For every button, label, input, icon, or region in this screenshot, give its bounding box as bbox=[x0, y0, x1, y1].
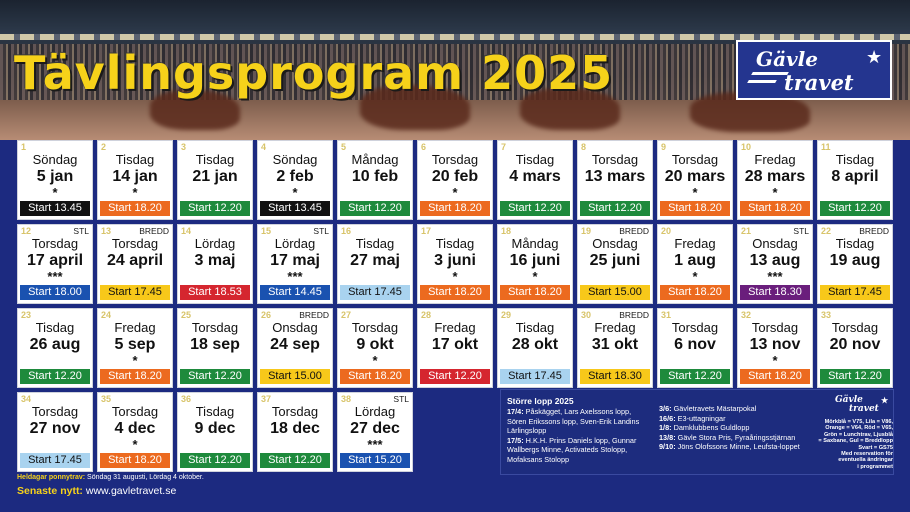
race-number: 25 bbox=[181, 310, 192, 320]
major-races-heading: Större lopp 2025 bbox=[507, 396, 574, 406]
race-stars: * bbox=[772, 353, 778, 368]
race-number: 12 bbox=[21, 226, 32, 236]
race-date: 5 sep bbox=[114, 336, 156, 353]
start-time-badge: Start 17.45 bbox=[500, 369, 570, 384]
race-date: 28 okt bbox=[511, 336, 559, 353]
race-date: 17 maj bbox=[270, 252, 320, 269]
race-date: 20 nov bbox=[829, 336, 881, 353]
race-weekday: Torsdag bbox=[271, 404, 319, 419]
race-date: 5 jan bbox=[36, 168, 74, 185]
race-weekday: Torsdag bbox=[31, 404, 79, 419]
race-date: 4 mars bbox=[509, 168, 561, 185]
race-number: 5 bbox=[341, 142, 347, 152]
race-card bbox=[177, 140, 253, 220]
race-stars: *** bbox=[287, 269, 303, 284]
race-weekday: Torsdag bbox=[751, 320, 799, 335]
start-time-badge: Start 14.45 bbox=[260, 285, 330, 300]
website-link[interactable]: www.gavletravet.se bbox=[82, 485, 177, 497]
race-date: 4 dec bbox=[114, 420, 156, 437]
race-card bbox=[97, 140, 173, 220]
race-number: 27 bbox=[341, 310, 352, 320]
legend-line: Med reservation för bbox=[841, 451, 893, 458]
race-number: 28 bbox=[421, 310, 432, 320]
race-number: 4 bbox=[261, 142, 267, 152]
race-card bbox=[817, 140, 893, 220]
race-number: 20 bbox=[661, 226, 672, 236]
race-weekday: Torsdag bbox=[111, 404, 159, 419]
race-card bbox=[177, 224, 253, 304]
race-weekday: Tisdag bbox=[195, 152, 235, 167]
race-date: 6 nov bbox=[674, 336, 716, 353]
race-stars: * bbox=[692, 185, 698, 200]
race-tag: BREDD bbox=[139, 226, 169, 236]
race-tag: STL bbox=[73, 226, 89, 236]
star-icon: ★ bbox=[866, 47, 883, 67]
start-time-badge: Start 17.45 bbox=[340, 285, 410, 300]
race-stars: * bbox=[772, 185, 778, 200]
major-race-entry: 17/4: Påskägget, Lars Axelssons lopp, Sören Erikssons lopp, Sven-Erik Landins Lärlingslopp bbox=[507, 407, 640, 436]
race-weekday: Söndag bbox=[272, 152, 318, 167]
race-stars: * bbox=[692, 269, 698, 284]
race-date: 20 feb bbox=[431, 168, 479, 185]
logo-text-line1: Gävle bbox=[756, 47, 818, 71]
race-number: 34 bbox=[21, 394, 32, 404]
race-number: 29 bbox=[501, 310, 512, 320]
start-time-badge: Start 18.20 bbox=[740, 201, 810, 216]
race-card bbox=[17, 308, 93, 388]
race-number: 11 bbox=[821, 142, 831, 152]
race-card bbox=[737, 140, 813, 220]
logo-swoosh bbox=[747, 80, 777, 83]
race-card bbox=[657, 140, 733, 220]
race-date: 20 mars bbox=[664, 168, 726, 185]
race-number: 30 bbox=[581, 310, 592, 320]
major-race-entry: 9/10: Jöns Olofssons Minne, Leufsta-loppet bbox=[659, 442, 800, 452]
race-card bbox=[737, 224, 813, 304]
legend-line: i programmet bbox=[857, 463, 893, 470]
race-number: 10 bbox=[741, 142, 752, 152]
start-time-badge: Start 12.20 bbox=[660, 369, 730, 384]
race-number: 2 bbox=[101, 142, 107, 152]
race-weekday: Tisdag bbox=[355, 236, 395, 251]
race-date: 28 mars bbox=[744, 168, 806, 185]
race-card bbox=[577, 224, 653, 304]
race-weekday: Torsdag bbox=[191, 320, 239, 335]
major-race-entry: 13/8: Gävle Stora Pris, Fyraåringsstjärnan bbox=[659, 432, 796, 442]
start-time-badge: Start 18.00 bbox=[20, 285, 90, 300]
race-number: 33 bbox=[821, 310, 832, 320]
race-stars: * bbox=[532, 269, 538, 284]
race-card bbox=[577, 308, 653, 388]
race-date: 3 maj bbox=[194, 252, 236, 269]
gavletravet-logo[interactable] bbox=[736, 40, 892, 100]
race-stars: * bbox=[452, 269, 458, 284]
start-time-badge: Start 15.00 bbox=[580, 285, 650, 300]
page-title: Tävlingsprogram 2025 bbox=[14, 46, 614, 100]
grandstand-roof bbox=[0, 0, 910, 34]
race-stars: * bbox=[452, 185, 458, 200]
race-number: 19 bbox=[581, 226, 592, 236]
major-race-entry: 16/6: E3-uttagningar bbox=[659, 413, 726, 423]
race-weekday: Tisdag bbox=[195, 404, 235, 419]
race-weekday: Måndag bbox=[511, 236, 559, 251]
major-races-col2 bbox=[659, 404, 809, 452]
legend-line: Orange = V64, Röd = V65, bbox=[825, 425, 893, 432]
legend-line: Svart = GS75 bbox=[858, 444, 893, 451]
race-date: 10 feb bbox=[351, 168, 399, 185]
race-weekday: Torsdag bbox=[31, 236, 79, 251]
race-weekday: Tisdag bbox=[835, 236, 875, 251]
race-tag: BREDD bbox=[859, 226, 889, 236]
race-card bbox=[497, 224, 573, 304]
race-date: 26 aug bbox=[29, 336, 81, 353]
race-tag: STL bbox=[313, 226, 329, 236]
race-number: 32 bbox=[741, 310, 752, 320]
start-time-badge: Start 12.20 bbox=[180, 369, 250, 384]
race-stars: * bbox=[132, 353, 138, 368]
logo-text-line2: travet bbox=[784, 70, 854, 95]
race-weekday: Fredag bbox=[754, 152, 796, 167]
start-time-badge: Start 18.20 bbox=[740, 369, 810, 384]
race-number: 17 bbox=[421, 226, 432, 236]
race-weekday: Tisdag bbox=[835, 152, 875, 167]
race-date: 14 jan bbox=[112, 168, 158, 185]
race-tag: STL bbox=[393, 394, 409, 404]
race-number: 15 bbox=[261, 226, 272, 236]
start-time-badge: Start 18.20 bbox=[660, 201, 730, 216]
race-tag: BREDD bbox=[619, 226, 649, 236]
race-card bbox=[97, 224, 173, 304]
race-number: 18 bbox=[501, 226, 512, 236]
race-number: 24 bbox=[101, 310, 112, 320]
race-card bbox=[417, 224, 493, 304]
race-date: 13 aug bbox=[749, 252, 801, 269]
race-number: 23 bbox=[21, 310, 32, 320]
race-card bbox=[417, 308, 493, 388]
start-time-badge: Start 18.20 bbox=[340, 369, 410, 384]
race-card bbox=[177, 392, 253, 472]
race-stars: *** bbox=[47, 269, 63, 284]
legend-line: eventuella ändringar bbox=[838, 457, 893, 464]
race-weekday: Onsdag bbox=[752, 236, 798, 251]
start-time-badge: Start 18.20 bbox=[660, 285, 730, 300]
race-card bbox=[257, 140, 333, 220]
start-time-badge: Start 12.20 bbox=[340, 201, 410, 216]
race-weekday: Fredag bbox=[434, 320, 476, 335]
race-stars: * bbox=[132, 437, 138, 452]
race-number: 26 bbox=[261, 310, 272, 320]
start-time-badge: Start 18.53 bbox=[180, 285, 250, 300]
latest-news: Senaste nytt: www.gavletravet.se bbox=[17, 485, 177, 497]
major-race-entry: 3/6: Gävletravets Mästarpokal bbox=[659, 404, 757, 413]
race-card bbox=[337, 224, 413, 304]
race-number: 35 bbox=[101, 394, 112, 404]
race-weekday: Torsdag bbox=[591, 152, 639, 167]
race-date: 21 jan bbox=[192, 168, 238, 185]
race-weekday: Torsdag bbox=[111, 236, 159, 251]
race-date: 19 aug bbox=[829, 252, 881, 269]
race-card bbox=[17, 392, 93, 472]
race-card bbox=[337, 392, 413, 472]
race-weekday: Torsdag bbox=[351, 320, 399, 335]
race-card bbox=[17, 224, 93, 304]
start-time-badge: Start 13.45 bbox=[20, 201, 90, 216]
start-time-badge: Start 12.20 bbox=[180, 201, 250, 216]
race-weekday: Tisdag bbox=[515, 152, 555, 167]
race-number: 13 bbox=[101, 226, 112, 236]
race-number: 9 bbox=[661, 142, 667, 152]
color-legend bbox=[813, 419, 893, 470]
race-date: 3 juni bbox=[434, 252, 476, 269]
race-weekday: Lördag bbox=[274, 236, 316, 251]
race-weekday: Torsdag bbox=[431, 152, 479, 167]
race-number: 3 bbox=[181, 142, 187, 152]
gavletravet-logo-small: Gävle travet ★ bbox=[835, 395, 889, 414]
race-tag: BREDD bbox=[619, 310, 649, 320]
race-card bbox=[97, 308, 173, 388]
race-date: 18 sep bbox=[190, 336, 240, 353]
race-weekday: Tisdag bbox=[115, 152, 155, 167]
start-time-badge: Start 18.20 bbox=[100, 369, 170, 384]
race-number: 1 bbox=[21, 142, 27, 152]
start-time-badge: Start 13.45 bbox=[260, 201, 330, 216]
race-weekday: Fredag bbox=[594, 320, 636, 335]
race-card bbox=[177, 308, 253, 388]
race-card bbox=[497, 140, 573, 220]
major-races-col1 bbox=[507, 407, 647, 465]
race-date: 17 okt bbox=[431, 336, 479, 353]
start-time-badge: Start 12.20 bbox=[500, 201, 570, 216]
race-weekday: Tisdag bbox=[35, 320, 75, 335]
race-number: 38 bbox=[341, 394, 352, 404]
race-date: 27 maj bbox=[350, 252, 400, 269]
start-time-badge: Start 12.20 bbox=[820, 369, 890, 384]
race-stars: * bbox=[52, 185, 58, 200]
race-date: 9 okt bbox=[356, 336, 394, 353]
race-weekday: Torsdag bbox=[671, 152, 719, 167]
race-number: 7 bbox=[501, 142, 507, 152]
race-weekday: Fredag bbox=[114, 320, 156, 335]
race-date: 2 feb bbox=[276, 168, 314, 185]
start-time-badge: Start 18.20 bbox=[420, 285, 490, 300]
race-card bbox=[257, 224, 333, 304]
race-date: 31 okt bbox=[591, 336, 639, 353]
race-card bbox=[817, 224, 893, 304]
race-date: 9 dec bbox=[194, 420, 236, 437]
race-card bbox=[97, 392, 173, 472]
race-number: 16 bbox=[341, 226, 352, 236]
legend-line: Mörkblå = V75, Lila = V86, bbox=[824, 419, 893, 425]
race-card bbox=[337, 308, 413, 388]
start-time-badge: Start 12.20 bbox=[580, 201, 650, 216]
race-date: 27 nov bbox=[29, 420, 81, 437]
race-date: 24 sep bbox=[270, 336, 320, 353]
start-time-badge: Start 12.20 bbox=[820, 201, 890, 216]
race-card bbox=[417, 140, 493, 220]
race-date: 24 april bbox=[106, 252, 164, 269]
race-stars: * bbox=[372, 353, 378, 368]
race-number: 14 bbox=[181, 226, 192, 236]
start-time-badge: Start 12.20 bbox=[260, 453, 330, 468]
race-weekday: Onsdag bbox=[272, 320, 318, 335]
race-date: 18 dec bbox=[270, 420, 320, 437]
start-time-badge: Start 12.20 bbox=[20, 369, 90, 384]
race-card bbox=[657, 224, 733, 304]
start-time-badge: Start 12.20 bbox=[180, 453, 250, 468]
race-weekday: Söndag bbox=[32, 152, 78, 167]
race-date: 25 juni bbox=[589, 252, 641, 269]
start-time-badge: Start 17.45 bbox=[820, 285, 890, 300]
race-number: 22 bbox=[821, 226, 832, 236]
race-card bbox=[737, 308, 813, 388]
legend-line: = Saxbane, Gul = Breddlopp bbox=[818, 438, 893, 445]
race-card bbox=[17, 140, 93, 220]
race-card bbox=[657, 308, 733, 388]
start-time-badge: Start 15.20 bbox=[340, 453, 410, 468]
race-date: 17 april bbox=[26, 252, 84, 269]
race-number: 8 bbox=[581, 142, 587, 152]
race-stars: * bbox=[132, 185, 138, 200]
start-time-badge: Start 17.45 bbox=[20, 453, 90, 468]
race-card bbox=[497, 308, 573, 388]
race-number: 36 bbox=[181, 394, 192, 404]
race-number: 6 bbox=[421, 142, 427, 152]
race-weekday: Onsdag bbox=[592, 236, 638, 251]
race-tag: BREDD bbox=[299, 310, 329, 320]
race-weekday: Tisdag bbox=[515, 320, 555, 335]
race-card bbox=[577, 140, 653, 220]
race-date: 13 nov bbox=[749, 336, 801, 353]
race-number: 21 bbox=[741, 226, 752, 236]
start-time-badge: Start 18.30 bbox=[740, 285, 810, 300]
race-weekday: Lördag bbox=[354, 404, 396, 419]
race-number: 37 bbox=[261, 394, 272, 404]
race-weekday: Måndag bbox=[351, 152, 399, 167]
race-stars: *** bbox=[367, 437, 383, 452]
race-number: 31 bbox=[661, 310, 672, 320]
race-weekday: Tisdag bbox=[435, 236, 475, 251]
race-weekday: Lördag bbox=[194, 236, 236, 251]
race-date: 16 juni bbox=[509, 252, 561, 269]
race-tag: STL bbox=[793, 226, 809, 236]
start-time-badge: Start 18.20 bbox=[500, 285, 570, 300]
start-time-badge: Start 15.00 bbox=[260, 369, 330, 384]
major-races-box bbox=[500, 389, 894, 475]
race-date: 13 mars bbox=[584, 168, 646, 185]
major-race-entry: 1/8: Damklubbens Guldlopp bbox=[659, 423, 750, 433]
race-card bbox=[817, 308, 893, 388]
race-weekday: Torsdag bbox=[671, 320, 719, 335]
pony-days-note: Heldagar ponnytrav: Söndag 31 augusti, Lördag 4 oktober. bbox=[17, 474, 204, 481]
start-time-badge: Start 17.45 bbox=[100, 285, 170, 300]
race-stars: *** bbox=[767, 269, 783, 284]
start-time-badge: Start 18.30 bbox=[580, 369, 650, 384]
legend-line: Grön = Lunchtrav, Ljusblå bbox=[823, 431, 893, 438]
start-time-badge: Start 18.20 bbox=[420, 201, 490, 216]
start-time-badge: Start 18.20 bbox=[100, 453, 170, 468]
race-date: 1 aug bbox=[674, 252, 716, 269]
race-weekday: Fredag bbox=[674, 236, 716, 251]
race-card bbox=[337, 140, 413, 220]
race-card bbox=[257, 308, 333, 388]
race-weekday: Torsdag bbox=[831, 320, 879, 335]
race-date: 27 dec bbox=[350, 420, 400, 437]
start-time-badge: Start 18.20 bbox=[100, 201, 170, 216]
race-date: 8 april bbox=[831, 168, 879, 185]
star-icon: ★ bbox=[881, 395, 889, 405]
race-stars: * bbox=[292, 185, 298, 200]
major-race-entry: 17/5: H.K.H. Prins Daniels lopp, Gunnar Wallbergs Minne, Activateds Stolopp, Mofaksans Stolopp bbox=[507, 435, 637, 464]
race-card bbox=[257, 392, 333, 472]
start-time-badge: Start 12.20 bbox=[420, 369, 490, 384]
